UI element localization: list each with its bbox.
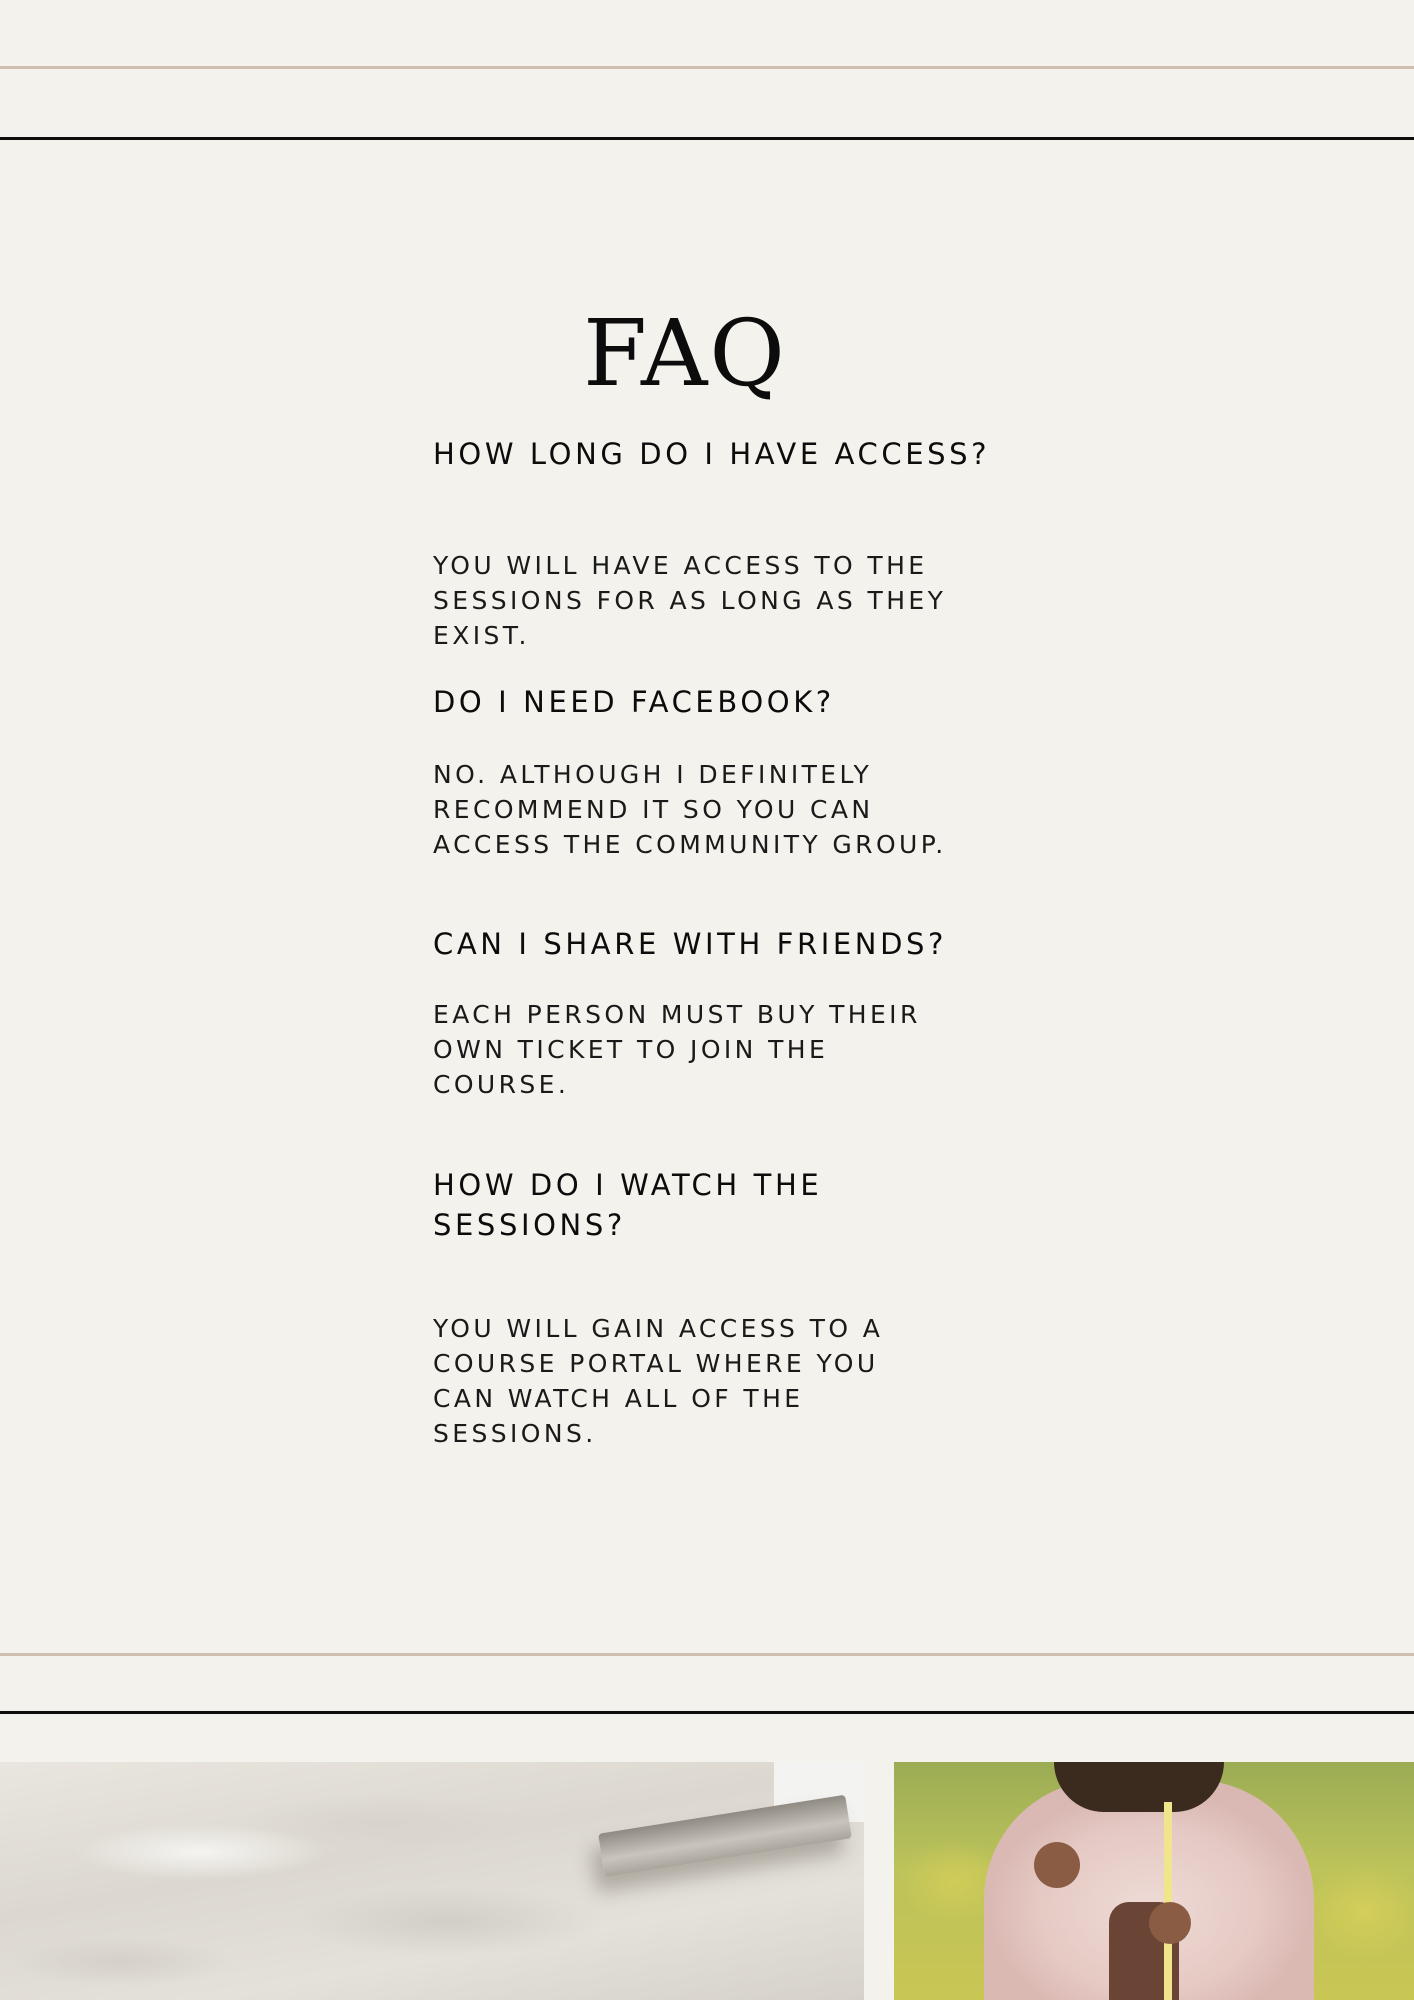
faq-question-1: HOW LONG DO I HAVE ACCESS? xyxy=(433,437,991,471)
open-book xyxy=(598,1795,852,1878)
faq-question-3: CAN I SHARE WITH FRIENDS? xyxy=(433,927,948,961)
faq-question-4: HOW DO I WATCH THE SESSIONS? xyxy=(433,1168,823,1242)
bed-with-book-photo xyxy=(0,1762,864,2000)
bottom-divider-tan xyxy=(0,1653,1414,1656)
right-hand xyxy=(1149,1902,1191,1944)
flower-stem xyxy=(1164,1802,1172,2000)
left-hand xyxy=(1034,1842,1080,1888)
curly-hair xyxy=(1054,1762,1224,1812)
faq-answer-1: YOU WILL HAVE ACCESS TO THE SESSIONS FOR AS LONG AS THEY EXIST. xyxy=(433,551,947,650)
top-divider-dark xyxy=(0,137,1414,140)
faq-answer-4: YOU WILL GAIN ACCESS TO A COURSE PORTAL WHERE YOU CAN WATCH ALL OF THE SESSIONS. xyxy=(433,1314,884,1448)
page-title: FAQ xyxy=(583,299,787,407)
faq-answer-2: NO. ALTHOUGH I DEFINITELY RECOMMEND IT SO YOU CAN ACCESS THE COMMUNITY GROUP. xyxy=(433,760,947,859)
faq-answer-3: EACH PERSON MUST BUY THEIR OWN TICKET TO JOIN THE COURSE. xyxy=(433,1000,921,1099)
top-divider-tan xyxy=(0,66,1414,69)
faq-question-2: DO I NEED FACEBOOK? xyxy=(433,685,835,719)
woman-in-field-photo xyxy=(894,1762,1414,2000)
bottom-divider-dark xyxy=(0,1711,1414,1714)
